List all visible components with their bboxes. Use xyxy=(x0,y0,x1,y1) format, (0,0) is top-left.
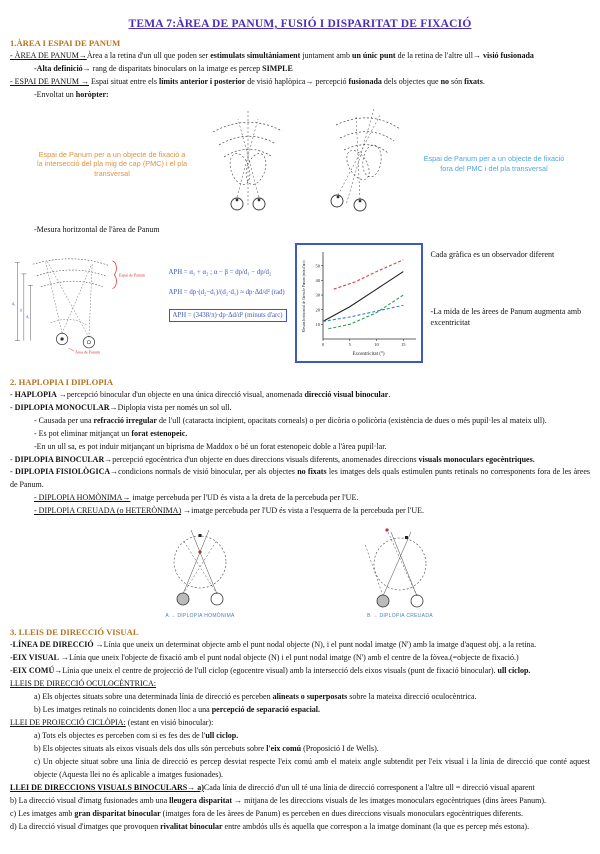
diplopia-creuada-diagram xyxy=(335,522,465,612)
text-run: sobre la mateixa direcció oculocèntrica. xyxy=(347,692,477,702)
horopter-figure-row xyxy=(10,105,590,223)
panum-measure-figure-row xyxy=(10,239,590,369)
text-run: fusionada xyxy=(348,76,382,86)
text-run: imatge percebuda per l'UD és vista a la dreta de la percebuda per l'UE. xyxy=(130,493,359,503)
text-run: b) La direcció visual d'imatg fusionades amb una xyxy=(10,795,170,805)
text-run: Alta definició xyxy=(36,63,83,73)
text-run: d) La direcció visual d'imatges que provoquen xyxy=(10,821,161,831)
formula-aph-2: APH = dp·(d₂−d₁)/(d₂·d₁) ≈ dp·Δd/d² (rad) xyxy=(168,288,285,296)
formula-aph-1: APH = α₁ + α₂ ; α − β = dp/d₁ − dp/d₂ xyxy=(168,268,272,276)
text-run: → rang de disparitats binoculars on la imatge es percep xyxy=(82,63,263,73)
text-run: - ÀREA DE PANUM→ xyxy=(10,51,87,60)
text-run: →percepció egocèntrica d'un objecte en dues direccions visuals diferents, anomenades direccions xyxy=(104,454,419,464)
text-run: →Línia que uneix un determinat objecte amb el punt nodal objecte (N), i el punt nodal imatge (N') amb la imatge d'aquest obj. a la retina. xyxy=(93,640,537,650)
diplopia-homonima-caption: A → DIPLOPIA HOMÒNIMA xyxy=(165,613,235,620)
text-run: de l'ull (cataracta incipient, opacitats corneals) o per dicòria o policòria (existència de dues o més pupil·les al mateix ull). xyxy=(156,415,547,425)
section3-heading: 3. LLEIS DE DIRECCIÓ VISUAL xyxy=(10,627,139,638)
text-run: no xyxy=(440,76,450,86)
text-line xyxy=(10,89,590,102)
text-run: estimulats simultàniament xyxy=(210,51,301,60)
text-run: - xyxy=(34,63,37,73)
text-run: HAPLOPIA xyxy=(14,389,57,399)
section2-heading: 2. HAPLOPIA I DIPLOPIA xyxy=(10,376,114,387)
text-run: dels objectes que xyxy=(381,76,441,86)
text-line xyxy=(10,224,590,237)
text-run: gran disparitat binocular xyxy=(74,808,161,818)
text-run: →Diplopia vista per només un sol ull. xyxy=(109,402,232,412)
text-line xyxy=(10,50,590,63)
text-run: - ESPAI DE PANUM → xyxy=(10,76,89,86)
y-tick-label: 30 xyxy=(315,292,320,298)
dim-label-d: d xyxy=(19,307,22,313)
text-run: no fixats xyxy=(297,467,327,477)
text-run: -Envoltat un xyxy=(34,89,76,99)
text-run: LÍNEA DE DIRECCIÓ xyxy=(12,640,94,650)
section1-heading: 1.ÀREA I ESPAI DE PANUM xyxy=(10,38,121,48)
text-run: les imatges dels quals estimulen punts retinals no corresponents fora de les àrees de Panum. xyxy=(10,467,590,490)
dim-label-d2: d₂ xyxy=(11,300,16,306)
series-observador-1 xyxy=(333,260,403,289)
section2-text xyxy=(10,389,590,519)
text-run: Cada línia de direcció d'un ull té una línia de direcció corresponent a l'altre ull = direcció visual aparent xyxy=(203,782,535,792)
dim-label-d1: d₁ xyxy=(26,313,30,319)
text-line xyxy=(10,743,590,756)
section-haplopia-diplopia xyxy=(10,377,590,620)
text-line xyxy=(10,730,590,743)
caption-espai-panum-pmc: Espai de Panum per a un objecte de fixació a la intersecció del pla mig de cap (PMC) i el pla transversal xyxy=(36,149,188,178)
text-run: alineats o superposats xyxy=(272,692,348,702)
text-run: - xyxy=(10,389,15,399)
text-line xyxy=(10,665,590,678)
diplopia-homonima-diagram xyxy=(135,522,265,612)
diplopia-creuada-figure xyxy=(335,522,465,619)
text-run: EIX VISUAL xyxy=(12,653,59,663)
text-run: - xyxy=(10,666,13,676)
text-run: b) Els objectes situats als eixos visuals dels dos ulls són percebuts sobre xyxy=(34,743,267,753)
y-tick-label: 40 xyxy=(315,277,320,283)
text-line xyxy=(10,704,590,717)
text-run: de la retina de l'altre ull→ xyxy=(395,51,483,60)
text-run: (Proposició I de Wells). xyxy=(301,743,379,753)
text-run: -Mesura horitzontal de l'àrea de Panum xyxy=(34,224,160,234)
section3-text xyxy=(10,639,590,833)
text-line xyxy=(10,808,590,821)
text-run: visuals monoculars egocèntriques. xyxy=(418,454,535,464)
text-run: c) Un objecte situat sobre una línia de direcció es percep desviat respecte l'eix comú amb el mateix angle subtendit per l'eix visual i la línia de direcció que conté aquest objecte (Aquesta llei no és aplicable a imatges fusionades). xyxy=(34,756,590,779)
text-run: LLEIS DE DIRECCIÓ OCULOCÈNTRICA: xyxy=(10,679,156,689)
text-run: →Línia que uneix el centre de projecció de l'ull ciclop (egocentre visual) amb la intersecció dels eixos visuals (punt de fixació binocular). xyxy=(54,666,498,676)
text-run: - DIPLOPIA HOMÒNIMA→ xyxy=(34,493,131,503)
text-run: LLEI DE DIRECCIONS VISUALS BINOCULARS→ a) xyxy=(10,782,204,792)
y-tick-label: 50 xyxy=(315,263,320,269)
diplopia-figure-row xyxy=(10,522,590,619)
text-line xyxy=(10,756,590,782)
text-run: - xyxy=(10,467,15,477)
text-run: fixats xyxy=(464,76,483,86)
horopter-sketch-left-icon xyxy=(198,105,298,223)
text-run: ull ciclop. xyxy=(205,730,239,740)
text-line xyxy=(10,389,590,402)
text-line xyxy=(10,415,590,428)
text-run: EIX COMÚ xyxy=(12,666,55,676)
caption-espai-panum-fora-pmc: Espai de Panum per a un objecte de fixació fora del PMC i del pla transversal xyxy=(423,154,565,173)
text-run: . xyxy=(388,389,391,399)
text-run: direcció visual binocular xyxy=(304,389,389,399)
text-run: - xyxy=(10,402,15,412)
text-run: - xyxy=(10,454,15,464)
text-run: (imatges fora de les àrees de Panum) es perceben en dues direccions visuals monoculars egocèntriques diferents. xyxy=(160,808,523,818)
text-line xyxy=(10,795,590,808)
text-run: - xyxy=(10,640,13,650)
panum-area-diagram xyxy=(10,239,161,369)
text-run: a) Els objectes situats sobre una determinada línia de direcció es perceben xyxy=(34,692,273,702)
formulas-block xyxy=(169,269,287,322)
text-run: b) Les imatges retinals no coincidents donen lloc a una xyxy=(34,705,212,715)
text-run: - Causada per una xyxy=(34,415,94,425)
diplopia-homonima-figure xyxy=(135,522,265,619)
x-tick-label: 10 xyxy=(373,341,379,347)
text-line xyxy=(10,639,590,652)
chart-notes xyxy=(431,249,590,329)
text-run: límits anterior i posterior xyxy=(158,76,246,86)
y-tick-label: 10 xyxy=(315,321,320,327)
text-line xyxy=(10,454,590,467)
panum-size-vs-eccentricity-chart xyxy=(299,247,419,359)
text-run: →percepció binocular d'un objecte en una única direcció visual, anomenada xyxy=(56,389,305,399)
chart-note-eccentricity: -La mida de les àrees de Panum augmenta amb excentricitat xyxy=(430,306,582,328)
text-run: juntament amb xyxy=(300,51,352,60)
x-tick-label: 0 xyxy=(321,341,324,347)
text-run: percepció de separació espacial. xyxy=(211,705,321,715)
text-line xyxy=(10,821,590,834)
text-run: -En un ull sa, es pot induir mitjançant un biprisma de Maddox o bé un forat estenopeic doble a l'àrea pupil·lar. xyxy=(34,441,387,451)
text-run: horòpter: xyxy=(75,89,109,99)
text-run: - Es pot eliminar mitjançat un xyxy=(34,428,132,438)
x-tick-label: 15 xyxy=(400,341,406,347)
text-run: de visió haplòpica→ percepció xyxy=(245,76,349,86)
text-run: un únic punt xyxy=(352,51,396,60)
text-run: - xyxy=(10,653,13,663)
text-run: - DIPLOPIA CREUADA (o HETERÒNIMA) xyxy=(34,506,182,516)
text-run: DIPLOPIA FISIOLÒGICA xyxy=(14,467,111,477)
page-title: TEMA 7:ÀREA DE PANUM, FUSIÓ I DISPARITAT DE FIXACIÓ xyxy=(128,18,472,30)
section-lleis-direccio-visual xyxy=(10,627,590,833)
text-line xyxy=(10,428,590,441)
text-run: forat estenopeic. xyxy=(131,428,188,438)
text-line xyxy=(10,717,590,730)
text-line xyxy=(10,691,590,704)
text-run: a) Tots els objectes es perceben com si es fes des de l' xyxy=(34,730,206,740)
text-run: rivalitat binocular xyxy=(160,821,223,831)
x-tick-label: 5 xyxy=(348,341,351,347)
text-run: ull ciclop. xyxy=(497,666,531,676)
area-panum-label: Àrea de Panum xyxy=(75,349,101,355)
text-run: →condicions normals de visió binocular, per als objectes xyxy=(110,467,298,477)
text-line xyxy=(10,441,590,454)
text-line xyxy=(10,652,590,665)
text-line xyxy=(10,63,590,76)
diplopia-creuada-caption: B → DIPLOPIA CREUADA xyxy=(367,613,433,620)
y-axis-label: Mesura horitzontal de l'àrea de Panum (min d'arc) xyxy=(301,260,306,333)
text-line xyxy=(10,492,590,505)
horopter-sketch-right-icon xyxy=(308,105,408,223)
text-line xyxy=(10,505,590,518)
text-run: visió fusionada xyxy=(483,51,534,60)
chart-note-observers: Cada gràfica es un observador diferent xyxy=(430,249,555,259)
text-run: DIPLOPIA BINOCULAR xyxy=(14,454,105,464)
text-run: . xyxy=(482,76,485,86)
formula-aph-3: APH = (3438/π)·dp·Δd/d² (minuts d'arc) xyxy=(169,309,287,322)
panum-chart-box xyxy=(295,243,423,363)
text-line xyxy=(10,466,590,492)
text-run: c) Les imatges amb xyxy=(10,808,75,818)
text-run: l'eix comú xyxy=(266,743,302,753)
section-area-espai-panum xyxy=(10,38,590,369)
text-run: refracció irregular xyxy=(93,415,157,425)
text-line xyxy=(10,402,590,415)
text-run: SIMPLE xyxy=(262,63,293,73)
section1-text xyxy=(10,50,590,102)
text-line xyxy=(10,76,590,89)
y-tick-label: 20 xyxy=(315,307,320,313)
text-run: són xyxy=(449,76,465,86)
text-run: (estant en visió binocular): xyxy=(125,718,214,728)
text-run: →Línia que uneix l'objecte de fixació amb el punt nodal objecte (N) i el punt nodal imatge (N') amb el centre de la fòvea.(=objecte de fixació.) xyxy=(58,653,519,663)
text-run: Espai situat entre els xyxy=(88,76,159,86)
text-line xyxy=(10,678,590,691)
text-run: LLEI DE PROJECCIÓ CICLÒPIA: xyxy=(10,718,126,728)
text-run: entre ambdós ulls és aquella que correspon a la imatge dominant (la que es percep més estona). xyxy=(222,821,530,831)
brace-label: Espai de Panum xyxy=(119,272,146,278)
text-line xyxy=(10,782,590,795)
mesura-line xyxy=(10,224,590,237)
x-axis-label: Excentricitat (°) xyxy=(351,351,385,357)
text-run: → mitjana de les direccions visuals de les imatges monoculars egocèntriques (dins àrees Panum). xyxy=(232,795,546,805)
text-run: Àrea a la retina d'un ull que poden ser xyxy=(86,51,211,60)
text-run: →imatge percebuda per l'UD és vista a l'esquerra de la percebuda per l'UE. xyxy=(181,506,424,516)
text-run: lleugera disparitat xyxy=(169,795,233,805)
text-run: DIPLOPIA MONOCULAR xyxy=(14,402,110,412)
